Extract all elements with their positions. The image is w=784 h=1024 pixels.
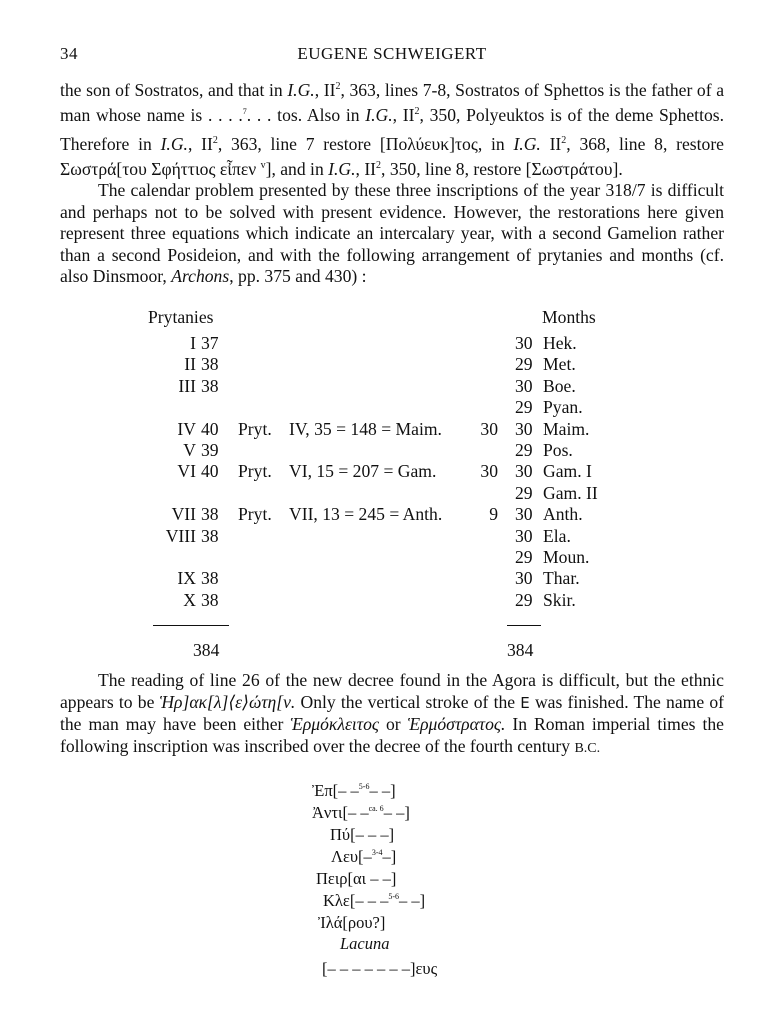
- total-months: 384: [507, 640, 534, 660]
- prytany-days: 40: [201, 418, 219, 439]
- prytany-days: 37: [201, 333, 219, 353]
- prytany-days: 38: [201, 589, 219, 610]
- month-name: Ela.: [543, 525, 571, 546]
- month-days: 29: [515, 589, 533, 610]
- month-days: 29: [515, 482, 533, 503]
- prytany-number: VI: [177, 461, 196, 482]
- left-total-rule: [153, 625, 229, 626]
- equation-label: Pryt.: [238, 461, 272, 482]
- total-prytanies: 384: [193, 640, 220, 660]
- prytany-days: 38: [201, 568, 219, 589]
- month-name: Thar.: [543, 568, 580, 589]
- equation-day: 30: [480, 418, 498, 439]
- month-name: Anth.: [543, 504, 583, 525]
- prytany-number: VIII: [165, 525, 196, 546]
- month-days: 30: [515, 461, 533, 482]
- lacuna-count: ca. 6: [368, 804, 384, 813]
- prytany-number: IX: [177, 568, 196, 589]
- paragraph-3: The reading of line 26 of the new decree found in the Agora is difficult, but the ethnic appears to be Ἡρ]ακ[λ]⟨ε⟩ώτη[ν. Only the vertical stroke of the E was finished. The name of the man may have been either Ἑρμόκλειτος or Ἑρμόστρατος. In Roman imperial times the following inscription was inscribed over the decree of the fourth century B.C.: [60, 670, 724, 756]
- prytany-days: 38: [201, 354, 219, 375]
- equation-label: Pryt.: [238, 418, 272, 439]
- month-name: Pos.: [543, 440, 573, 460]
- month-days: 29: [515, 354, 533, 375]
- equation-day: 9: [489, 504, 498, 525]
- equation-label: Pryt.: [238, 504, 272, 525]
- prytany-number: II: [184, 354, 196, 375]
- month-days: 29: [515, 397, 533, 418]
- running-title: EUGENE SCHWEIGERT: [297, 44, 487, 63]
- prytany-month-table: [0, 307, 784, 667]
- prytany-number: VII: [171, 504, 196, 525]
- month-name: Skir.: [543, 589, 576, 610]
- month-days: 29: [515, 547, 533, 567]
- prytany-days: 38: [201, 375, 219, 396]
- equation-expression: IV, 35 = 148 = Maim.: [289, 418, 442, 439]
- month-days: 30: [515, 568, 533, 589]
- month-name: Boe.: [543, 375, 576, 396]
- month-name: Moun.: [543, 547, 590, 567]
- inscription-line: Πύ[– – –]: [330, 825, 395, 844]
- prytany-days: 39: [201, 440, 219, 460]
- month-days: 30: [515, 418, 533, 439]
- prytany-number: X: [183, 589, 196, 610]
- inscription-line: Ἰλά[ρου?]: [318, 913, 386, 932]
- month-days: 30: [515, 504, 533, 525]
- month-days: 30: [515, 525, 533, 546]
- prytany-number: I: [190, 333, 196, 353]
- inscription-line: Ἀντι[– –$^{ca. 6}$– –]: [312, 803, 410, 822]
- lacuna-count: 3-4: [371, 848, 383, 857]
- lacuna-count: 5-6: [358, 782, 370, 791]
- inscription-line: Πειρ[αι – –]: [316, 869, 397, 888]
- prytany-number: III: [178, 375, 196, 396]
- equation-day: 30: [480, 461, 498, 482]
- month-days: 30: [515, 333, 533, 353]
- equation-expression: VII, 13 = 245 = Anth.: [289, 504, 443, 525]
- paragraph-2: The calendar problem presented by these three inscriptions of the year 318/7 is difficult and perhaps not to be solved with present evidence. However, the restorations here given represent three equations which indicate an intercalary year, with a second Gamelion rather than a second Posideion, and with the following arrangement of prytanies and months (cf. also Dinsmoor, Archons, pp. 375 and 430) :: [60, 180, 724, 287]
- equation-expression: VI, 15 = 207 = Gam.: [289, 461, 437, 482]
- month-days: 29: [515, 440, 533, 460]
- prytany-days: 38: [201, 504, 219, 525]
- month-name: Maim.: [543, 418, 590, 439]
- inscription-line: Ἐπ[– –$^{5-6}$– –]: [312, 781, 396, 800]
- prytany-days: 38: [201, 525, 219, 546]
- prytanies-header: Prytanies: [148, 307, 214, 327]
- inscription-line: Κλε[– – –$^{5-6}$– –]: [323, 891, 426, 910]
- month-name: Gam. I: [543, 461, 592, 482]
- right-total-rule: [507, 625, 541, 626]
- month-name: Pyan.: [543, 397, 583, 418]
- prytany-days: 40: [201, 461, 219, 482]
- inscription-last-line: [– – – – – – –]ευς: [322, 959, 438, 978]
- prytany-number: IV: [177, 418, 196, 439]
- month-name: Gam. II: [543, 482, 598, 503]
- month-name: Hek.: [543, 333, 577, 353]
- inscription-line: Λευ[–$^{3-4}$–]: [331, 847, 397, 866]
- page-number: 34: [60, 44, 78, 63]
- month-days: 30: [515, 375, 533, 396]
- paragraph-1: the son of Sostratos, and that in I.G., $II^2$, 363, lines 7-8, Sostratos of Sphettos is the father of a man whose name is . . . .$^7$. . . tos. Also in I.G., $II^2$, 350, Polyeuktos is of the deme Sphettos. Therefore in I.G., $II^2$, 363, line 7 restore [Πολύευκ]τος, in I.G. $II^2$, 368, line 8, restore Σωστρά[του Σφήττιος εἶπεν $^v$], and in I.G., $II^2$, 350, line 8, restore [Σωστράτου]. The calendar problem presented by these three inscriptions of the year 318/7 is difficult and perhaps not to be solved with present evidence. However, the restorations here given represent three equations which indicate an intercalary year, with a second Gamelion rather than a second Posideion, and with the following arrangement of prytanies and months (cf. also Dinsmoor, Archons, pp. 375 and 430) :: [60, 79, 725, 287]
- prytany-number: V: [183, 440, 196, 460]
- month-name: Met.: [543, 354, 576, 375]
- months-header: Months: [542, 307, 596, 327]
- lacuna-label: Lacuna: [340, 934, 390, 953]
- lacuna-count: 5-6: [388, 892, 400, 901]
